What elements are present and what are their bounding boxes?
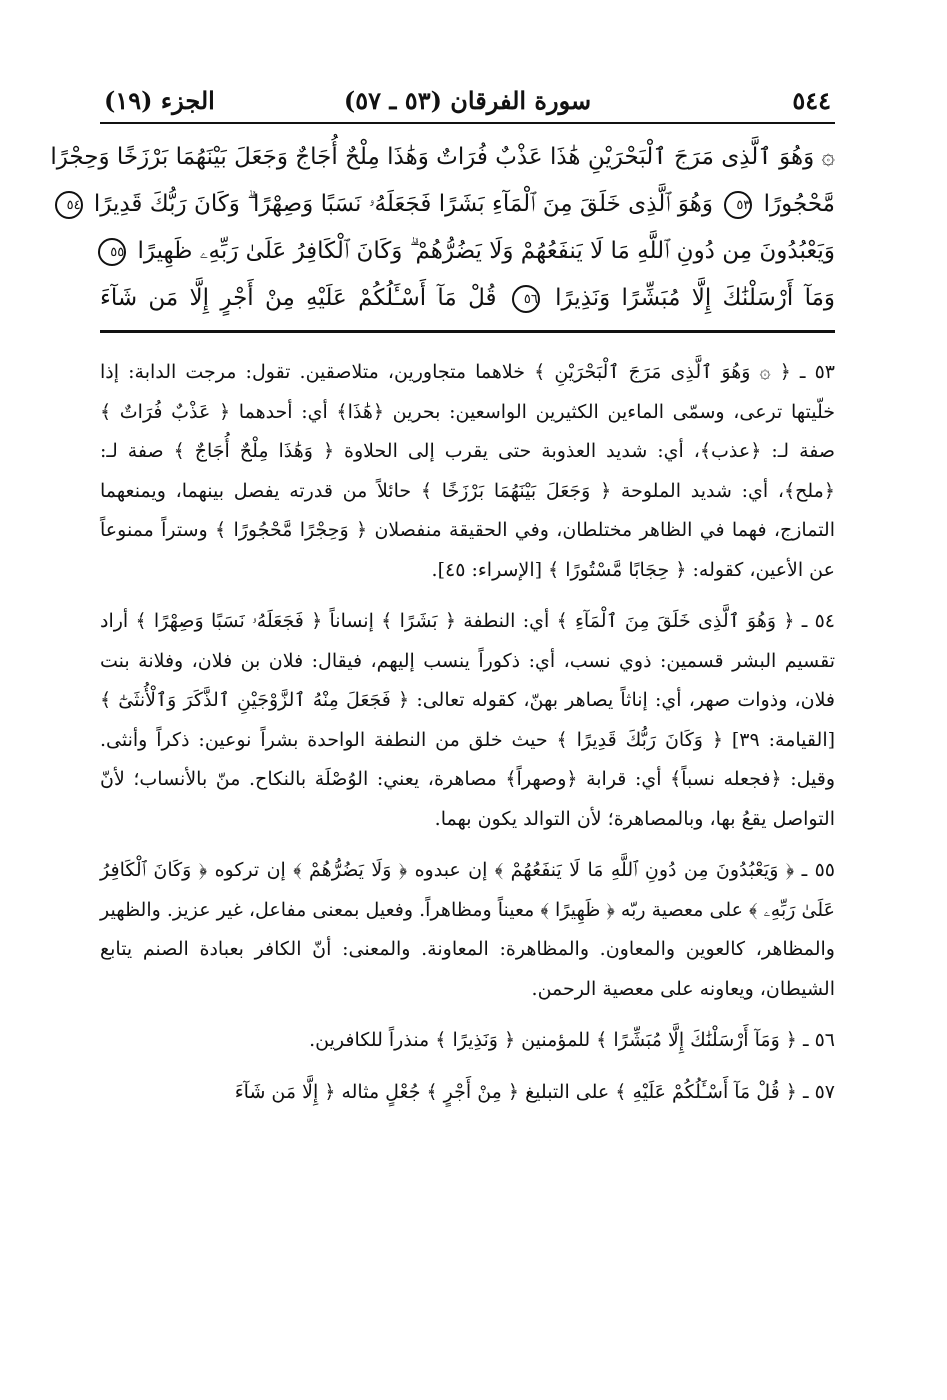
tafsir-line: مرجت الدابة: إذا خلّيتها ترعى، وسمّى الماءين الكثيرين الواسعين: بحرين [100,361,836,423]
tafsir-line: وَصِهْرًا ﴾ أراد تقسيم البشر قسمين: ذوي نسب، أي: ذكوراً ينسب إليهم، [100,610,835,672]
quran-line-text: وَيَعْبُدُونَ مِن دُونِ ٱللَّهِ مَا لَا يَنفَعُهُمْ وَلَا يَضُرُّهُمْ ۗ وَكَانَ ٱلْكَافِرُ عَلَىٰ رَبِّهِۦ ظَهِيرًا [137,238,835,264]
tafsir-paragraph-56 [100,1021,835,1061]
tafsir-line: عن الأعين، كقوله: ﴿ حِجَابًا مَّسْتُورًا ﴾ [الإسراء: ٤٥]. [431,558,835,581]
quran-line-text: وَهُوَ ٱلَّذِى خَلَقَ مِنَ ٱلْمَآءِ بَشَرًا فَجَعَلَهُۥ نَسَبًا وَصِهْرًا ۗ وَكَانَ رَبُّكَ قَدِيرًا [93,191,713,217]
page-number: ٥٤٤ [792,85,831,115]
quran-line [66,181,835,228]
juz-label: الجزء (١٩) [104,85,215,115]
tafsir-text-block [100,353,835,1112]
tafsir-paragraph-53 [100,353,835,590]
tafsir-line: ٥٣ ـ ﴿ ۞ وَهُوَ ٱلَّذِى مَرَجَ ٱلْبَحْرَيْنِ ﴾ خلاهما متجاورين، متلاصقين. تقول: [245,361,836,383]
tafsir-line: الرحمن. [531,977,597,1000]
quran-line-text: ۞ وَهُوَ ٱلَّذِى مَرَجَ ٱلْبَحْرَيْنِ هَٰذَا عَذْبٌ فُرَاتٌ وَهَٰذَا مِلْحٌ أُجَاجٌ وَجَعَلَ بَيْنَهُمَا بَرْزَخًا وَحِجْرًا [50,144,835,170]
quran-line [50,134,835,181]
ayah-number-mark: ٥٣ [724,191,752,219]
quran-line [100,275,835,322]
quran-line [100,228,835,275]
tafsir-line: ﴿ وَكَانَ ٱلْكَافِرُ عَلَىٰ رَبِّهِۦ ﴾ على معصية ربّه ﴿ ظَهِيرًا ﴾ معيناً ومظاهراً. وفعيل [100,859,835,921]
tafsir-line: المعاونة. والمعنى: أنّ الكافر بعبادة الصنم يتابع الشيطان، ويعاونه على معصية [100,938,835,1000]
tafsir-line: بمعنى مفاعل، غير عزيز. والظهير والمظاهر، كالعوين والمعاون. والمظاهرة: [100,898,835,960]
tafsir-line: ٥٤ ـ ﴿ وَهُوَ ٱلَّذِى خَلَقَ مِنَ ٱلْمَآءِ ﴾ أي: النطفة ﴿ بَشَرًا ﴾ إنساناً ﴿ فَجَعَلَهُۥ نَسَبًا [211,610,836,632]
tafsir-line: نسباً﴾ أي: قرابة ﴿وصهراً﴾ مصاهرة، يعني: الوُصْلَة بالنكاح. منّ بالأنساب؛ [133,768,715,790]
tafsir-line: الملوحة ﴿ وَجَعَلَ بَيْنَهُمَا بَرْزَخًا ﴾ حائلاً من قدرته يفصل بينهما، ويمنعهما التمازج، [100,479,835,541]
tafsir-paragraph-55 [100,851,835,1009]
tafsir-line: لأنّ التواصل يقعُ بها، وبالمصاهرة؛ لأن التوالد يكون بهما. [100,768,835,830]
surah-title: سورة الفرقان (٥٣ ـ ٥٧) [343,85,592,115]
ayah-number-mark: ٥٥ [98,238,126,266]
page [50,78,836,1378]
tafsir-line: ٥٥ ـ ﴿ وَيَعْبُدُونَ مِن دُونِ ٱللَّهِ مَا لَا يَنفَعُهُمْ ﴾ إن عبدوه ﴿ وَلَا يَضُرُّهُمْ ﴾ إن تركوه [214,859,835,881]
section-divider [100,330,835,333]
tafsir-line: ٥٧ ـ ﴿ قُلْ مَآ أَسْـَٔلُكُمْ عَلَيْهِ ﴾ على التبليغ ﴿ مِنْ أَجْرٍ ﴾ جُعْلٍ مثاله ﴿ إِلَّا مَن شَآءَ [234,1080,835,1103]
quran-line-text: قُلْ مَآ أَسْـَٔلُكُمْ عَلَيْهِ مِنْ أَجْرٍ إِلَّا مَن شَآءَ [100,285,497,311]
tafsir-line: فيقال: فلان بن فلان، وفلانة بنت فلان، وذوات صهر، أي: إناثاً يصاهر [100,649,835,711]
tafsir-line: ﴿هَٰذَا﴾ أي: أحدهما ﴿ عَذْبٌ فُرَاتٌ ﴾ صفة لـ: ﴿عذب﴾، أي: شديد العذوبة [100,400,835,462]
tafsir-paragraph-54 [100,602,835,839]
tafsir-line: حتى يقرب إلى الحلاوة ﴿ وَهَٰذَا مِلْحٌ أُجَاجٌ ﴾ صفة لـ: ﴿ملح﴾، أي: شديد [100,440,835,502]
quran-line-text: مَّحْجُورًا [763,191,835,217]
page-header [100,78,835,124]
ayah-number-mark: ٥٦ [512,285,540,313]
tafsir-line: بهنّ، كقوله تعالى: ﴿ فَجَعَلَ مِنْهُ ٱلزَّوْجَيْنِ ٱلذَّكَرَ وَٱلْأُنثَىٰٓ ﴾ [القيامة: ٣٩] ﴿ وَكَانَ رَبُّكَ قَدِيرًا ﴾ [100,689,836,751]
quran-text-block [50,134,836,322]
tafsir-line: فهما في الظاهر مختلطان، وفي الحقيقة منفصلان ﴿ وَحِجْرًا مَّحْجُورًا ﴾ وستراً ممنوعاً [100,519,767,541]
ayah-number-mark: ٥٤ [55,191,83,219]
quran-line-text: وَمَآ أَرْسَلْنَٰكَ إِلَّا مُبَشِّرًا وَنَذِيرًا [555,285,836,311]
tafsir-line: ٥٦ ـ ﴿ وَمَآ أَرْسَلْنَٰكَ إِلَّا مُبَشِّرًا ﴾ للمؤمنين ﴿ وَنَذِيرًا ﴾ منذراً للكافرين. [309,1029,835,1051]
tafsir-line: حيث خلق من النطفة الواحدة بشراً نوعين: ذكراً وأنثى. وقيل: ﴿فجعله [100,728,836,790]
tafsir-paragraph-57 [100,1073,835,1113]
